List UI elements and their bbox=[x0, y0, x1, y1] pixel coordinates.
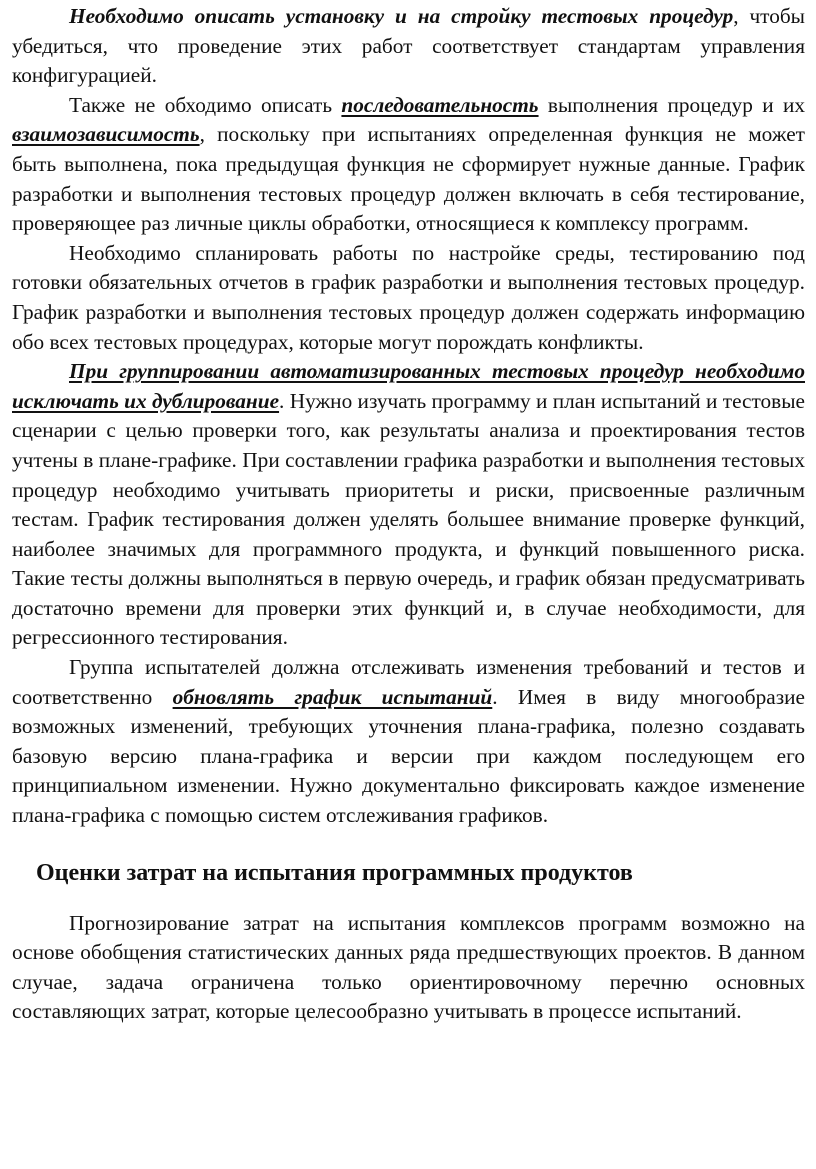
paragraph-cost-estimation bbox=[12, 909, 805, 1027]
emphasis-update-schedule: обновлять график испытаний bbox=[172, 684, 493, 709]
emphasis-sequence: последовательность bbox=[341, 92, 539, 117]
paragraph-tracking bbox=[12, 653, 805, 831]
paragraph-planning bbox=[12, 239, 805, 357]
paragraph-sequence bbox=[12, 91, 805, 239]
paragraph-sequence-text-b: выполнения процедур и их bbox=[538, 92, 805, 117]
emphasis-interdependence: взаимозависимость bbox=[12, 122, 200, 147]
paragraph-setup-text: , чтобы убедиться, что проведение этих работ соответствует стандартам управления конфигурацией. bbox=[12, 4, 805, 88]
paragraph-setup bbox=[12, 2, 805, 91]
paragraph-planning-text: Необходимо спланировать работы по настройке среды, тестированию под готовки обязательных отчетов в график разработки и выполнения тестовых процедур. График разработки и выполнения тестовых процедур должен содержать информацию обо всех тестовых процедурах, которые могут порождать конфликты. bbox=[12, 240, 805, 354]
paragraph-cost-estimation-text: Прогнозирование затрат на испытания комплексов программ возможно на основе обобщения статистических данных ряда предшествующих проектов. В данном случае, задача ограничена только ориентировочному перечню основных составляющих затрат, которые целесообразно учитывать в процессе испытаний. bbox=[12, 910, 805, 1024]
emphasis-setup-procedures: Необходимо описать установку и на стройку тестовых процедур bbox=[69, 4, 734, 28]
paragraph-tracking-text-b: . Имея в виду многообразие возможных изменений, требующих уточнения плана-графика, полезно создавать базовую версию плана-графика и версии при каждом последующем его принципиальном изменении. Нужно документально фиксировать каждое изменение плана-графика с помощью систем отслеживания графиков. bbox=[12, 684, 806, 828]
section-heading: Оценки затрат на испытания программных продуктов bbox=[36, 859, 633, 886]
paragraph-sequence-text-c: , поскольку при испытаниях определенная функция не может быть выполнена, пока предыдущая функция не сформирует нужные данные. График разработки и выполнения тестовых процедур должен включать в себя тестирование, проверяющее раз личные циклы обработки, относящиеся к комплексу программ. bbox=[12, 122, 805, 236]
paragraph-sequence-text-a: Также не обходимо описать bbox=[69, 92, 342, 117]
paragraph-grouping bbox=[12, 357, 805, 653]
document-page bbox=[12, 2, 805, 1027]
paragraph-grouping-text: . Нужно изучать программу и план испытаний и тестовые сценарии с целью проверки того, как результаты анализа и проектирования тестов учтены в плане-графике. При составлении графика разработки и выполнения тестовых процедур необходимо учитывать приоритеты и риски, присвоенные различным тестам. График тестирования должен уделять большее внимание проверке функций, наиболее значимых для программного продукта, и функций повышенного риска. Такие тесты должны выполняться в первую очередь, и график обязан предусматривать достаточно времени для проверки этих функций и, в случае необходимости, для регрессионного тестирования. bbox=[12, 388, 805, 650]
emphasis-grouping: При группировании автоматизированных тестовых процедур необходимо исключать их дублирование bbox=[12, 359, 805, 413]
paragraph-tracking-text-a: Группа испытателей должна отслеживать изменения требований и тестов и соответственно bbox=[12, 655, 805, 709]
